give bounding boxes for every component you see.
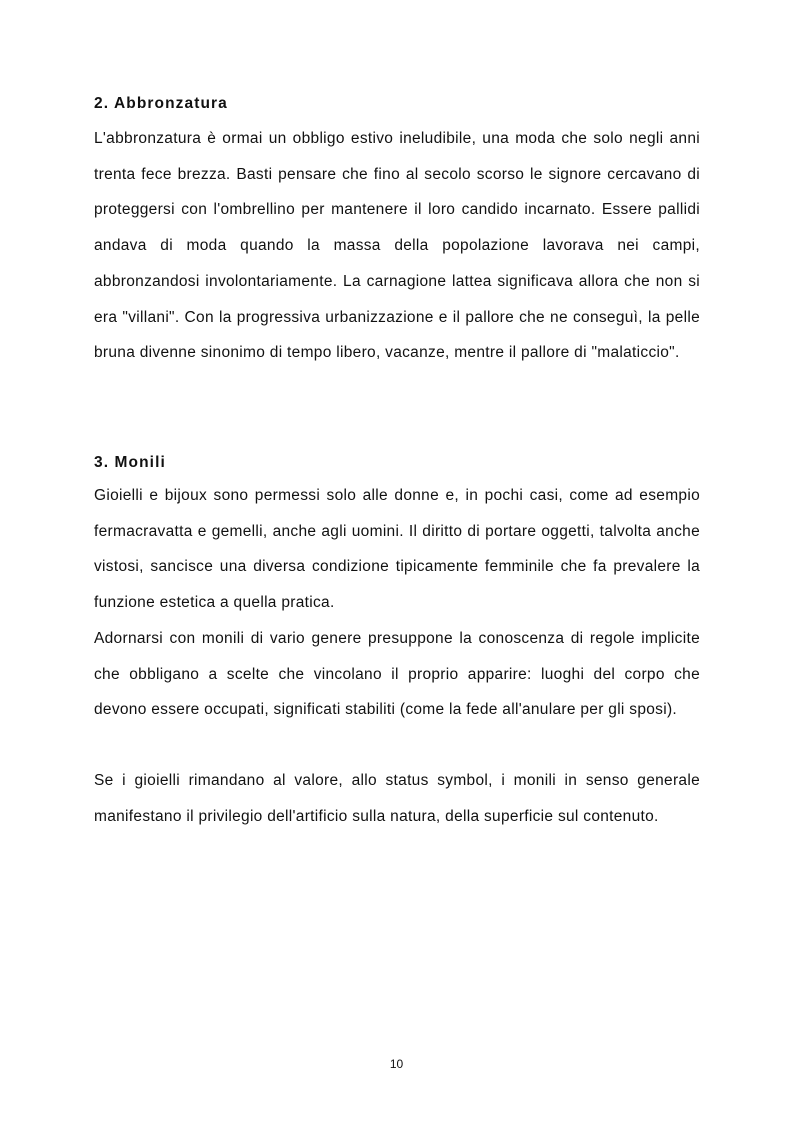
paragraph-abbronzatura: L'abbronzatura è ormai un obbligo estivo ineludibile, una moda che solo negli anni trenta fece brezza. Basti pensare che fino al secolo scorso le signore cercavano di proteggersi con l'ombrellino per mantenere il loro candido incarnato. Essere pallidi andava di moda quando la massa della popolazione lavorava nei campi, abbronzandosi involontariamente. La carnagione lattea significava allora che non si era "villani". Con la progressiva urbanizzazione e il pallore che ne conseguì, la pelle bruna divenne sinonimo di tempo libero, vacanze, mentre il pallore di "malaticcio". <box>94 130 700 362</box>
page-number: 10 <box>389 1057 404 1071</box>
section-heading-abbronzatura: 2. Abbronzatura <box>94 95 228 112</box>
paragraph-monili-1: Gioielli e bijoux sono permessi solo alle donne e, in pochi casi, come ad esempio fermacravatta e gemelli, anche agli uomini. Il diritto di portare oggetti, talvolta anche vistosi, sancisce una diversa condizione tipicamente femminile che fa prevalere la funzione estetica a quella pratica. <box>94 487 700 612</box>
section-heading-monili: 3. Monili <box>94 454 166 471</box>
paragraph-monili-2: Adornarsi con monili di vario genere presuppone la conoscenza di regole implicite che obbligano a scelte che vincolano il proprio apparire: luoghi del corpo che devono essere occupati, significati stabiliti (come la fede all'anulare per gli sposi). <box>94 630 700 719</box>
paragraph-monili-3: Se i gioielli rimandano al valore, allo status symbol, i monili in senso generale manifestano il privilegio dell'artificio sulla natura, della superficie sul contenuto. <box>94 772 700 825</box>
